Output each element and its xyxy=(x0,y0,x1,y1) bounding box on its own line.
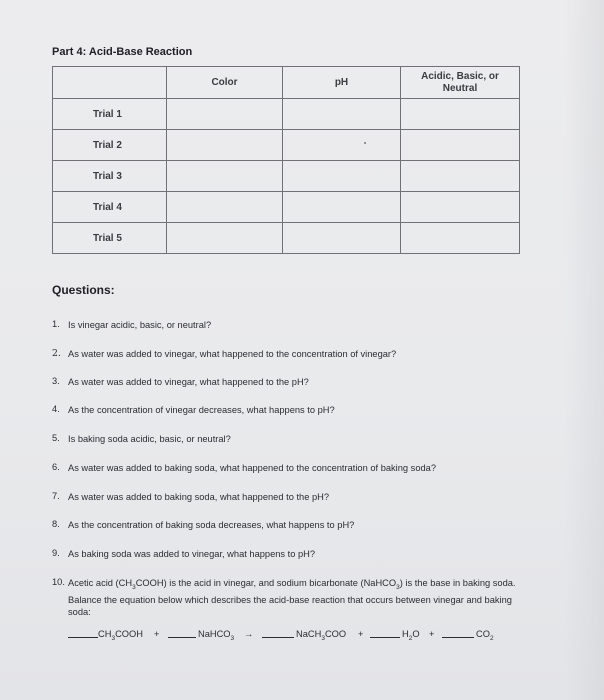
classification-cell[interactable] xyxy=(401,223,520,254)
ph-cell[interactable] xyxy=(283,192,401,223)
water-formula: $H_2O$ xyxy=(402,629,420,642)
sodium-acetate-formula: NaCH$_3$COO xyxy=(296,629,347,642)
header-ph: pH xyxy=(283,67,401,99)
table-row xyxy=(53,192,520,223)
table-row xyxy=(53,99,520,130)
question-item: 10. Acetic acid $(CH_3COOH)$ is the acid in vinegar, and sodium bicarbonate (NaHCO$_3$) is the base in baking soda. Balance the equation below which describes the acid-base reaction that occurs between vinegar and baking soda: xyxy=(52,577,516,617)
ph-cell[interactable] xyxy=(283,161,401,192)
plus-sign: + xyxy=(358,629,364,639)
sodium-bicarbonate-formula: NaHCO$_3$ xyxy=(198,629,235,642)
ph-cell[interactable] xyxy=(283,130,401,161)
question-item: 3. As water was added to vinegar, what happened to the pH? xyxy=(52,376,309,387)
ph-cell[interactable] xyxy=(283,99,401,130)
question-item: 6. As water was added to baking soda, what happened to the concentration of baking soda? xyxy=(52,462,436,473)
results-table xyxy=(52,66,520,254)
classification-cell[interactable] xyxy=(401,192,520,223)
plus-sign: + xyxy=(154,629,160,639)
header-acidic-basic-neutral: Acidic, Basic, or Neutral xyxy=(401,67,520,99)
question-item: 5. Is baking soda acidic, basic, or neutral? xyxy=(52,433,231,444)
color-cell[interactable] xyxy=(167,223,283,254)
ph-cell[interactable] xyxy=(283,223,401,254)
color-cell[interactable] xyxy=(167,192,283,223)
reaction-arrow: → xyxy=(244,629,254,639)
page-shadow xyxy=(564,0,604,700)
trial-label: Trial 4 xyxy=(53,192,167,223)
table-row xyxy=(53,223,520,254)
coefficient-blank-sodium-acetate[interactable] xyxy=(262,629,294,640)
color-cell[interactable] xyxy=(167,99,283,130)
classification-cell[interactable] xyxy=(401,130,520,161)
trial-label: Trial 1 xyxy=(53,99,167,130)
plus-sign: + xyxy=(429,629,435,639)
carbon-dioxide-formula: $CO_2$ xyxy=(476,629,494,642)
question-item: 4. As the concentration of vinegar decreases, what happens to pH? xyxy=(52,404,335,415)
part-title: Part 4: Acid-Base Reaction xyxy=(52,46,193,58)
trial-label: Trial 5 xyxy=(53,223,167,254)
trial-label: Trial 3 xyxy=(53,161,167,192)
coefficient-blank-water[interactable] xyxy=(370,629,400,640)
classification-cell[interactable] xyxy=(401,99,520,130)
header-color: Color xyxy=(167,67,283,99)
table-row xyxy=(53,130,520,161)
question-item: 7. As water was added to baking soda, what happened to the pH? xyxy=(52,491,330,502)
trial-label: Trial 2 xyxy=(53,130,167,161)
acetic-acid-formula: $CH_3COOH$ xyxy=(98,629,143,642)
table-header-row xyxy=(53,67,520,99)
table-row xyxy=(53,161,520,192)
question-item: 8. As the concentration of baking soda decreases, what happens to pH? xyxy=(52,519,355,530)
questions-title: Questions: xyxy=(52,283,115,297)
question-item: 2. As water was added to vinegar, what happened to the concentration of vinegar? xyxy=(52,348,397,359)
pencil-dot xyxy=(364,142,366,144)
question-item: 1. Is vinegar acidic, basic, or neutral? xyxy=(52,319,212,330)
question-item: 9. As baking soda was added to vinegar, what happens to pH? xyxy=(52,548,316,559)
color-cell[interactable] xyxy=(167,130,283,161)
coefficient-blank-acetic-acid[interactable] xyxy=(68,629,98,640)
header-blank xyxy=(53,67,167,99)
color-cell[interactable] xyxy=(167,161,283,192)
coefficient-blank-sodium-bicarbonate[interactable] xyxy=(168,629,196,640)
coefficient-blank-carbon-dioxide[interactable] xyxy=(442,629,474,640)
classification-cell[interactable] xyxy=(401,161,520,192)
